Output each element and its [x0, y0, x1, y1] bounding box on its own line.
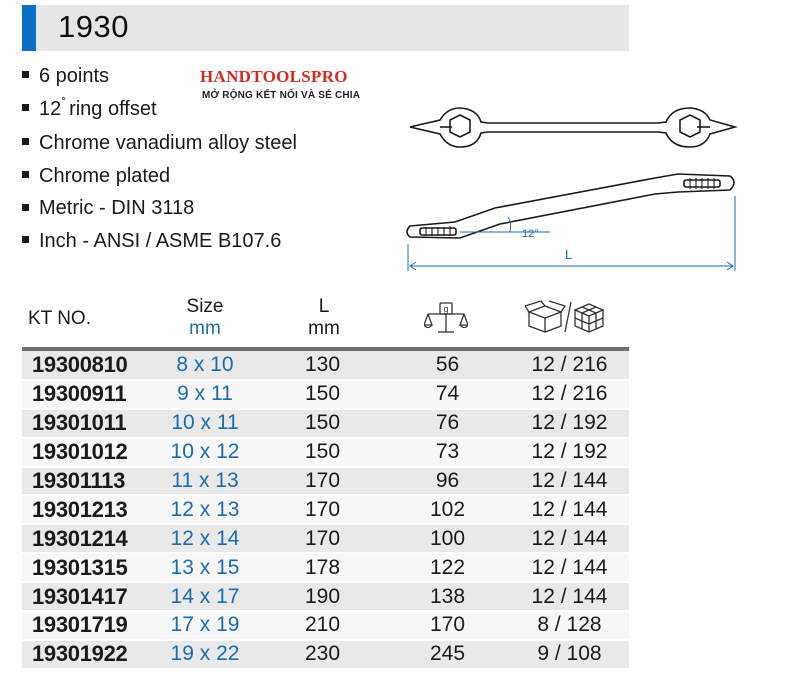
cell-size: 11 x 13	[150, 467, 260, 496]
feature-item	[22, 160, 297, 193]
wrench-diagram	[400, 96, 745, 276]
cell-weight: 76	[385, 409, 510, 438]
table-row	[22, 438, 629, 467]
cell-weight: 122	[385, 553, 510, 582]
cell-packaging: 12 / 192	[510, 438, 629, 467]
bullet-icon	[22, 236, 29, 243]
cell-length: 170	[260, 467, 385, 496]
cell-packaging: 9 / 108	[510, 640, 629, 669]
spec-table-body	[22, 351, 629, 669]
brand-logo-text: HANDTOOLSPRO	[200, 67, 348, 86]
table-row	[22, 582, 629, 611]
table-row	[22, 495, 629, 524]
cell-weight: 102	[385, 495, 510, 524]
title-bar	[22, 5, 629, 51]
cell-kt-no: 19301011	[22, 409, 150, 438]
cell-length: 130	[260, 351, 385, 380]
cell-kt-no: 19301012	[22, 438, 150, 467]
feature-text: Metric - DIN 3118	[39, 197, 195, 220]
cell-length: 150	[260, 438, 385, 467]
cell-size: 12 x 14	[150, 524, 260, 553]
cell-packaging: 12 / 216	[510, 351, 629, 380]
cell-size: 8 x 10	[150, 351, 260, 380]
cell-packaging: 12 / 216	[510, 380, 629, 409]
page-title: 1930	[58, 9, 129, 44]
wrench-top-view-icon	[410, 108, 735, 147]
brand-tagline: MỞ RỘNG KẾT NỐI VÀ SẺ CHIA	[202, 90, 361, 101]
header-kt-no: KT NO.	[28, 308, 91, 329]
table-row	[22, 553, 629, 582]
table-row	[22, 380, 629, 409]
feature-item	[22, 127, 297, 160]
cell-length: 150	[260, 380, 385, 409]
box-and-carton-icon	[525, 300, 609, 334]
table-row	[22, 467, 629, 496]
cell-size: 9 x 11	[150, 380, 260, 409]
header-length-unit: mm	[308, 318, 340, 339]
cell-weight: 138	[385, 582, 510, 611]
header-length	[264, 296, 384, 340]
cell-size: 19 x 22	[150, 640, 260, 669]
cell-kt-no: 19301113	[22, 467, 150, 496]
header-size-unit: mm	[189, 318, 221, 339]
cell-packaging: 12 / 144	[510, 467, 629, 496]
cell-length: 170	[260, 524, 385, 553]
cell-size: 17 x 19	[150, 611, 260, 640]
cell-weight: 74	[385, 380, 510, 409]
cell-length: 190	[260, 582, 385, 611]
cell-length: 230	[260, 640, 385, 669]
title-accent-bar	[22, 5, 36, 51]
cell-kt-no: 19301315	[22, 553, 150, 582]
cell-length: 178	[260, 553, 385, 582]
cell-weight: 170	[385, 611, 510, 640]
cell-kt-no: 19301213	[22, 495, 150, 524]
scale-icon	[424, 301, 468, 335]
feature-text: Chrome plated	[39, 164, 171, 187]
bullet-icon	[22, 104, 29, 111]
cell-packaging: 12 / 144	[510, 495, 629, 524]
header-size	[150, 296, 260, 340]
cell-packaging: 12 / 144	[510, 582, 629, 611]
bullet-icon	[22, 71, 29, 78]
feature-item	[22, 225, 297, 258]
spec-table	[22, 351, 629, 670]
feature-text: 6 points	[39, 65, 110, 87]
cell-weight: 56	[385, 351, 510, 380]
cell-size: 10 x 11	[150, 409, 260, 438]
header-size-label: Size	[186, 296, 224, 317]
cell-length: 210	[260, 611, 385, 640]
cell-length: 150	[260, 409, 385, 438]
cell-kt-no: 19300810	[22, 351, 150, 380]
wrench-side-view-icon	[407, 174, 734, 238]
cell-weight: 245	[385, 640, 510, 669]
feature-text: ring offset	[69, 97, 157, 120]
angle-label: 12°	[522, 228, 539, 240]
cell-packaging: 8 / 128	[510, 611, 629, 640]
bullet-icon	[22, 138, 29, 145]
cell-size: 13 x 15	[150, 553, 260, 582]
cell-weight: 100	[385, 524, 510, 553]
table-row	[22, 409, 629, 438]
bullet-icon	[22, 171, 29, 178]
table-row	[22, 640, 629, 669]
cell-size: 14 x 17	[150, 582, 260, 611]
bullet-icon	[22, 204, 29, 211]
length-label: L	[565, 247, 573, 262]
feature-text: Chrome vanadium alloy steel	[39, 132, 297, 155]
table-row	[22, 524, 629, 553]
cell-kt-no: 19301719	[22, 611, 150, 640]
feature-text: Inch - ANSI / ASME B107.6	[39, 229, 282, 252]
cell-packaging: 12 / 192	[510, 409, 629, 438]
cell-packaging: 12 / 144	[510, 524, 629, 553]
cell-kt-no: 19301417	[22, 582, 150, 611]
weight-unit-label: g	[443, 304, 449, 314]
degree-symbol: °	[61, 93, 67, 108]
cell-length: 170	[260, 495, 385, 524]
feature-item	[22, 192, 297, 225]
table-row	[22, 611, 629, 640]
cell-weight: 73	[385, 438, 510, 467]
cell-kt-no: 19301922	[22, 640, 150, 669]
cell-size: 12 x 13	[150, 495, 260, 524]
cell-weight: 96	[385, 467, 510, 496]
cell-kt-no: 19301214	[22, 524, 150, 553]
offset-value: 12	[39, 97, 62, 120]
table-row	[22, 351, 629, 380]
cell-packaging: 12 / 144	[510, 553, 629, 582]
cell-size: 10 x 12	[150, 438, 260, 467]
header-length-label: L	[318, 296, 330, 317]
cell-kt-no: 19300911	[22, 380, 150, 409]
